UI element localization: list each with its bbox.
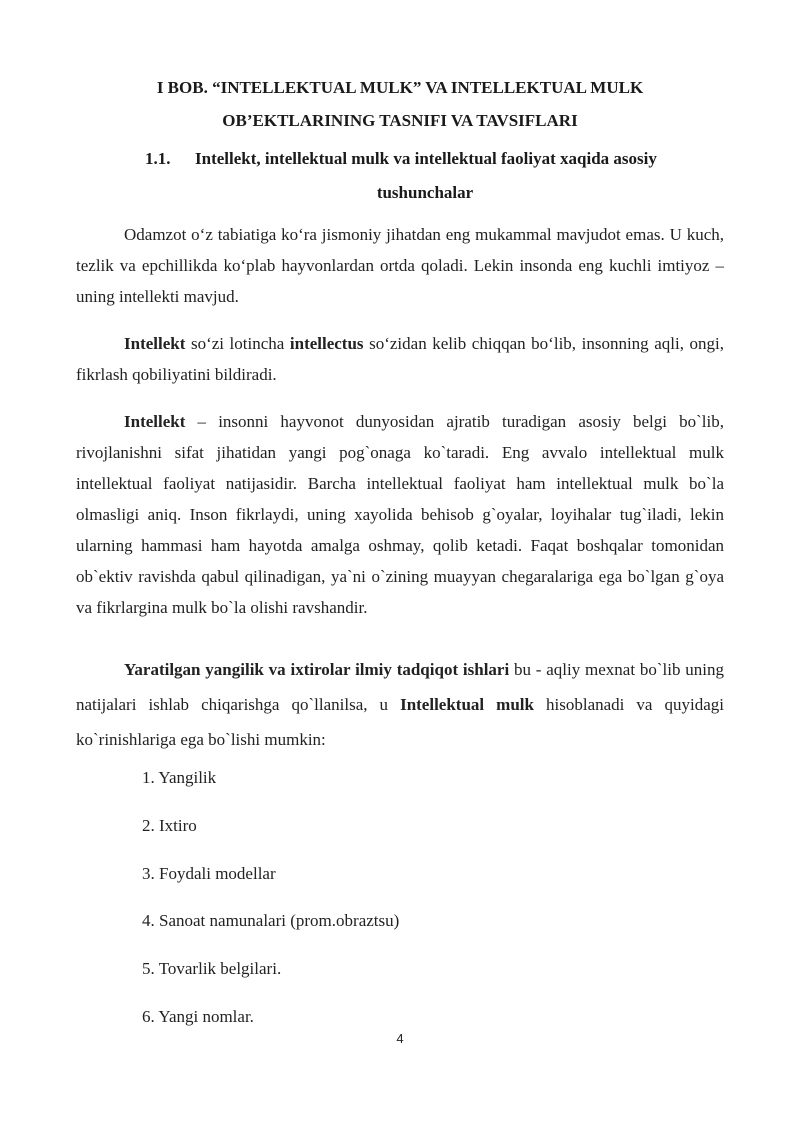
chapter-title-line2: OB’EKTLARINING TASNIFI VA TAVSIFLARI (222, 111, 578, 130)
section-title-line1: Intellekt, intellektual mulk va intellektual faoliyat xaqida asosiy (195, 149, 657, 168)
section-heading (145, 142, 725, 210)
page-number: 4 (396, 1031, 404, 1046)
term-intellekt: Intellekt (124, 334, 186, 353)
paragraph2-text2: so‘zidan kelib chiqqan bo‘lib, insonning aqli, ongi, fikrlash qobiliyatini bildiradi. (76, 334, 725, 384)
paragraph-intellectual-property (76, 652, 724, 757)
term-intellectual-property: Intellektual mulk (400, 695, 534, 714)
list-item: 1. Yangilik (142, 768, 217, 787)
list-item: 2. Ixtiro (142, 816, 197, 835)
section-number: 1.1. (145, 149, 171, 168)
paragraph-intellekt-definition (76, 328, 724, 390)
paragraph4-text2: hisoblanadi va quyidagi ko`rinishlariga ega bo`lishi mumkin: (76, 695, 725, 749)
section-title-line2: tushunchalar (376, 183, 474, 202)
chapter-title-line1: I BOB. “INTELLEKTUAL MULK” VA INTELLEKTUAL MULK (156, 78, 644, 97)
term-innovations: Yaratilgan yangilik va ixtirolar ilmiy tadqiqot ishlari (124, 660, 510, 679)
paragraph3-text: – insonni hayvonot dunyosidan ajratib turadigan asosiy belgi bo`lib, rivojlanishni sifat jihatidan yangi pog`onaga ko`taradi. Eng avvalo intellektual mulk intellektual faoliyat natijasidir. Barcha intellektual faoliyat ham intellektual mulk bo`la olmasligi aniq. Inson fikrlaydi, uning xayolida behisob g`oyalar, loyihalar tug`iladi, lekin ularning hammasi ham hayotda amalga oshmay, qolib ketadi. Faqat boshqalar tomonidan ob`ektiv ravishda qabul qilinadigan, ya`ni o`zining muayyan chegaralariga ega bo`lgan g`oya va fikrlargina mulk bo`la olishi ravshandir. (76, 412, 724, 617)
list-item: 5. Tovarlik belgilari. (142, 959, 282, 978)
term-intellekt-2: Intellekt (124, 412, 186, 431)
term-intellectus: intellectus (289, 334, 364, 353)
list-item: 3. Foydali modellar (142, 864, 276, 883)
paragraph-intro: Odamzot o‘z tabiatiga ko‘ra jismoniy jihatdan eng mukammal mavjudot emas. U kuch, tezlik va epchillikda ko‘plab hayvonlardan ortda qoladi. Lekin insonda eng kuchli imtiyoz – uning intellekti mavjud. (76, 225, 724, 306)
paragraph-intellekt-description (76, 406, 724, 623)
paragraph4-text1: bu - aqliy mexnat bo`lib uning natijalari ishlab chiqarishga qo`llanilsa, u (76, 660, 724, 714)
paragraph2-text1: so‘zi lotincha (185, 334, 290, 353)
list-item: 4. Sanoat namunalari (prom.obraztsu) (142, 911, 400, 930)
list-item: 6. Yangi nomlar. (142, 1007, 254, 1026)
